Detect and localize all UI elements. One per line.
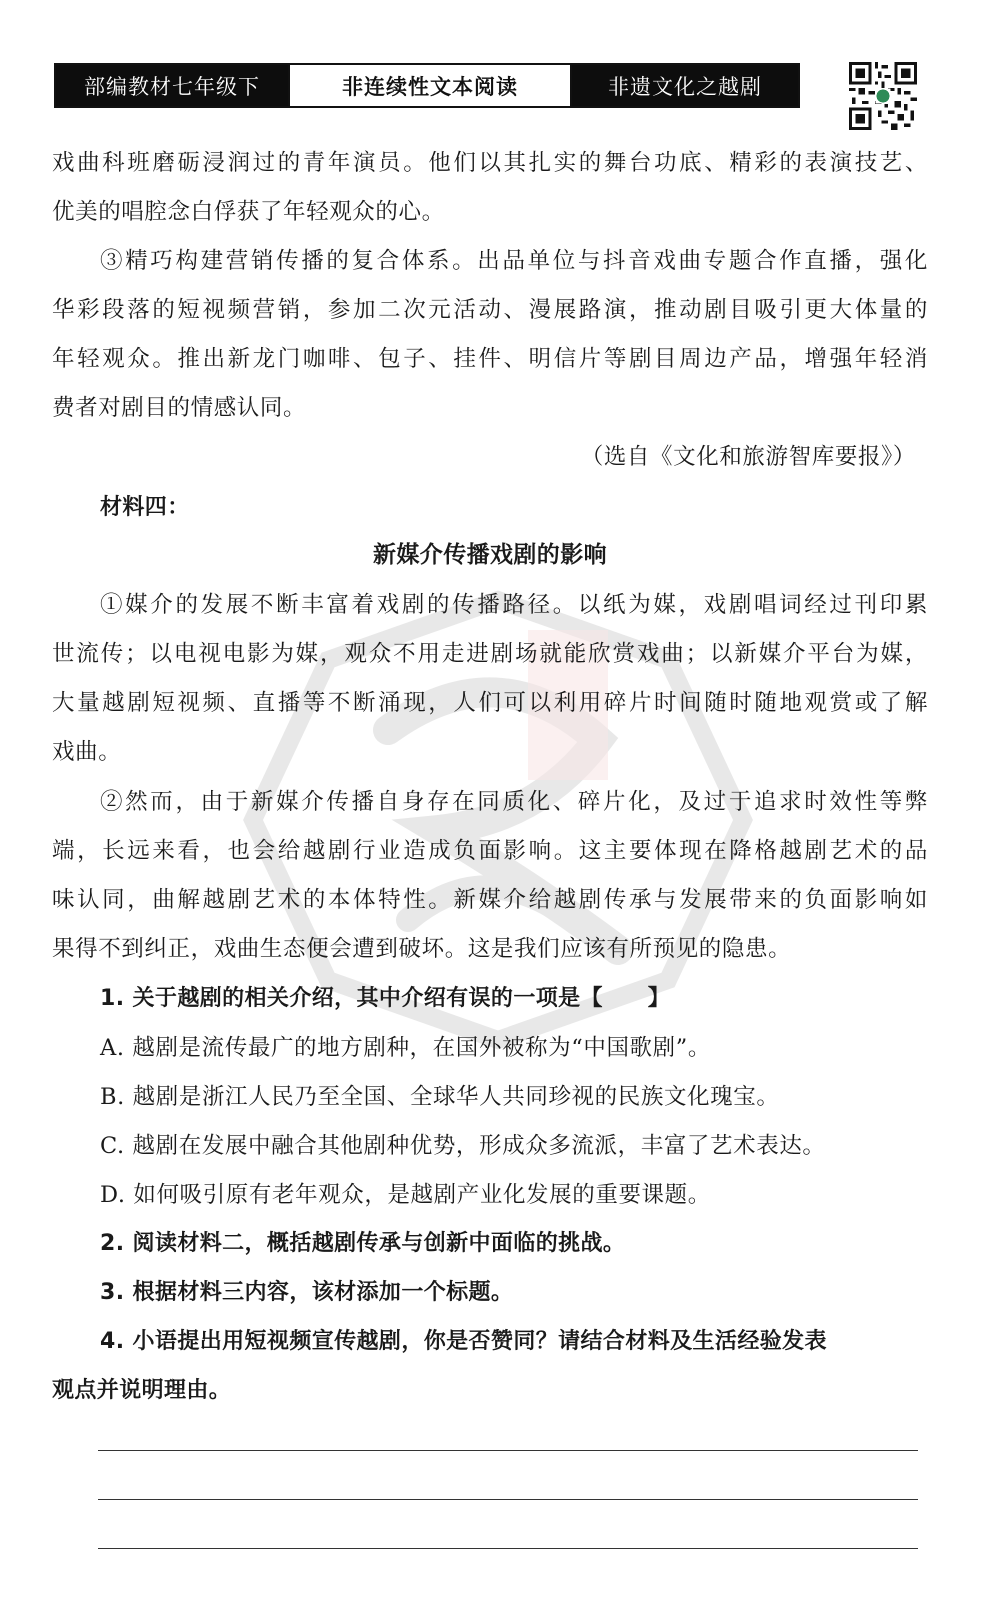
text-line: 端，长远来看，也会给越剧行业造成负面影响。这主要体现在降格越剧艺术的品 [52,838,928,864]
text-line: 戏曲科班磨砺浸润过的青年演员。他们以其扎实的舞台功底、精彩的表演技艺、 [52,150,928,176]
material-title: 新媒介传播戏剧的影响 [373,542,607,568]
answer-line[interactable] [98,1450,918,1451]
header-topic: 非连续性文本阅读 [288,65,572,106]
text-line: 世流传；以电视电影为媒，观众不用走进剧场就能欣赏戏曲；以新媒介平台为媒， [52,641,928,667]
text-line: 大量越剧短视频、直播等不断涌现，人们可以利用碎片时间随时随地观赏或了解 [52,690,928,716]
text-line: ②然而，由于新媒介传播自身存在同质化、碎片化，及过于追求时效性等弊 [100,789,928,815]
option-b: B. 越剧是浙江人民乃至全国、全球华人共同珍视的民族文化瑰宝。 [100,1084,780,1110]
question-1: 1. 关于越剧的相关介绍，其中介绍有误的一项是【 】 [100,986,671,1011]
material-label: 材料四： [100,495,190,520]
answer-line[interactable] [98,1499,918,1500]
option-a: A. 越剧是流传最广的地方剧种，在国外被称为“中国歌剧”。 [100,1035,711,1061]
question-4: 4. 小语提出用短视频宣传越剧，你是否赞同？请结合材料及生活经验发表 [100,1329,827,1354]
text-line: ③精巧构建营销传播的复合体系。出品单位与抖音戏曲专题合作直播，强化 [100,248,928,274]
question-2: 2. 阅读材料二，概括越剧传承与创新中面临的挑战。 [100,1231,626,1256]
text-line: 优美的唱腔念白俘获了年轻观众的心。 [52,199,445,225]
header-subject: 非遗文化之越剧 [572,65,798,106]
text-line: 果得不到纠正，戏曲生态便会遭到破坏。这是我们应该有所预见的隐患。 [52,936,792,962]
text-line: ①媒介的发展不断丰富着戏剧的传播路径。以纸为媒，戏剧唱词经过刊印累 [100,592,928,618]
answer-line[interactable] [98,1548,918,1549]
question-4-cont: 观点并说明理由。 [52,1378,232,1403]
text-line: 戏曲。 [52,739,122,765]
header-grade: 部编教材七年级下 [56,65,288,106]
option-c: C. 越剧在发展中融合其他剧种优势，形成众多流派，丰富了艺术表达。 [100,1133,826,1159]
source-citation: （选自《文化和旅游智库要报》） [580,444,916,470]
text-line: 味认同，曲解越剧艺术的本体特性。新媒介给越剧传承与发展带来的负面影响如 [52,887,928,913]
option-d: D. 如何吸引原有老年观众，是越剧产业化发展的重要课题。 [100,1182,711,1208]
text-line: 华彩段落的短视频营销，参加二次元活动、漫展路演，推动剧目吸引更大体量的 [52,297,928,323]
question-3: 3. 根据材料三内容，该材添加一个标题。 [100,1280,514,1305]
text-line: 费者对剧目的情感认同。 [52,395,307,421]
qr-code-icon [849,62,917,130]
text-line: 年轻观众。推出新龙门咖啡、包子、挂件、明信片等剧目周边产品，增强年轻消 [52,346,928,372]
header-bar [54,63,800,108]
